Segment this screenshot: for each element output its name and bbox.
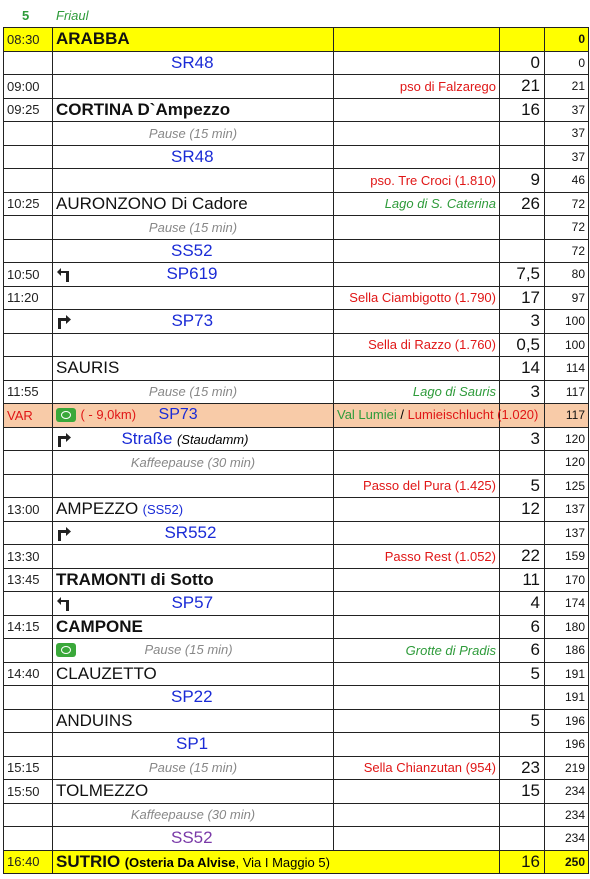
table-row xyxy=(4,474,589,498)
km-cell: 14 xyxy=(500,357,545,381)
time-cell xyxy=(4,333,53,357)
time-cell xyxy=(4,827,53,851)
table-row xyxy=(4,827,589,851)
place-cell xyxy=(53,545,334,569)
km-cell: 17 xyxy=(500,286,545,310)
km-cell: 0,5 xyxy=(500,333,545,357)
total-cell: 234 xyxy=(545,827,589,851)
km-cell: 4 xyxy=(500,592,545,616)
time-cell: 13:45 xyxy=(4,568,53,592)
pause-cell: Pause (15 min) xyxy=(53,380,334,404)
pass-cell: Passo del Pura (1.425) xyxy=(334,474,500,498)
table-row xyxy=(4,98,589,122)
total-cell: 100 xyxy=(545,333,589,357)
km-cell: 3 xyxy=(500,380,545,404)
km-cell: 3 xyxy=(500,310,545,334)
table-row xyxy=(4,780,589,804)
km-cell: 5 xyxy=(500,474,545,498)
info-cell xyxy=(334,28,500,52)
total-cell: 72 xyxy=(545,239,589,263)
km-cell xyxy=(500,145,545,169)
info-cell xyxy=(334,310,500,334)
road-label: SS52 xyxy=(171,828,213,848)
table-row xyxy=(4,498,589,522)
road-label: SP1 xyxy=(176,734,209,754)
time-cell: VAR xyxy=(4,404,53,428)
table-row xyxy=(4,568,589,592)
lake-cell: Lago di Sauris xyxy=(334,380,500,404)
total-cell: 174 xyxy=(545,592,589,616)
km-cell xyxy=(500,827,545,851)
total-cell: 0 xyxy=(545,51,589,75)
place-name: AMPEZZO xyxy=(56,499,139,519)
table-row xyxy=(4,592,589,616)
pause-cell: Pause (15 min) xyxy=(53,756,334,780)
road-label: SR552 xyxy=(164,522,217,542)
info-cell xyxy=(334,662,500,686)
place-cell xyxy=(53,263,334,287)
km-cell xyxy=(500,803,545,827)
total-cell: 180 xyxy=(545,615,589,639)
place-cell: TOLMEZZO xyxy=(53,780,334,804)
road-label: SP22 xyxy=(171,687,213,707)
table-row xyxy=(4,263,589,287)
turn-right-arrow-icon xyxy=(56,314,72,330)
km-cell xyxy=(500,239,545,263)
total-cell: 125 xyxy=(545,474,589,498)
pause-cell: Kaffeepause (30 min) xyxy=(53,451,334,475)
time-cell xyxy=(4,51,53,75)
total-cell: 46 xyxy=(545,169,589,193)
table-row xyxy=(4,756,589,780)
km-cell: 23 xyxy=(500,756,545,780)
total-cell: 37 xyxy=(545,98,589,122)
total-cell: 196 xyxy=(545,709,589,733)
table-row xyxy=(4,709,589,733)
table-row xyxy=(4,615,589,639)
time-cell: 09:25 xyxy=(4,98,53,122)
info-cell xyxy=(334,51,500,75)
km-cell: 16 xyxy=(500,98,545,122)
lake-cell: Grotte di Pradis xyxy=(334,639,500,663)
turn-left-arrow-icon xyxy=(56,267,72,283)
place-cell xyxy=(53,639,334,663)
place-cell xyxy=(53,733,334,757)
km-cell xyxy=(500,451,545,475)
pause-cell: Pause (15 min) xyxy=(53,122,334,146)
info-cell xyxy=(334,803,500,827)
pass-cell: Sella Ciambigotto (1.790) xyxy=(334,286,500,310)
total-cell: 234 xyxy=(545,803,589,827)
road-label: SP73 xyxy=(171,311,214,331)
km-cell: 6 xyxy=(500,615,545,639)
total-cell: 37 xyxy=(545,122,589,146)
table-row xyxy=(4,521,589,545)
place-cell xyxy=(53,474,334,498)
place-cell xyxy=(53,686,334,710)
table-row xyxy=(4,333,589,357)
time-cell xyxy=(4,239,53,263)
place-address: , Via I Maggio 5) xyxy=(235,854,330,870)
total-cell: 186 xyxy=(545,639,589,663)
road-label: SP57 xyxy=(171,593,214,613)
info-cell xyxy=(334,357,500,381)
km-cell: 22 xyxy=(500,545,545,569)
km-cell xyxy=(500,216,545,240)
time-cell: 13:00 xyxy=(4,498,53,522)
variant-place: Val Lumiei xyxy=(337,407,397,423)
km-cell: 11 xyxy=(500,568,545,592)
time-cell: 09:00 xyxy=(4,75,53,99)
region-name: Friaul xyxy=(56,8,89,23)
total-cell: 191 xyxy=(545,686,589,710)
place-cell xyxy=(53,286,334,310)
total-cell: 80 xyxy=(545,263,589,287)
total-cell: 72 xyxy=(545,192,589,216)
info-cell xyxy=(334,145,500,169)
table-row xyxy=(4,404,589,428)
time-cell: 11:55 xyxy=(4,380,53,404)
variant-pass: Lumieischlucht (1.020) xyxy=(407,407,539,423)
table-row xyxy=(4,192,589,216)
turn-left-arrow-icon xyxy=(56,596,72,612)
km-cell: 15 xyxy=(500,780,545,804)
place-cell xyxy=(53,521,334,545)
time-cell: 14:40 xyxy=(4,662,53,686)
km-cell: 3 xyxy=(500,427,545,451)
table-row xyxy=(4,145,589,169)
route-table xyxy=(3,27,589,874)
info-cell xyxy=(334,498,500,522)
km-cell: 21 xyxy=(500,75,545,99)
time-cell: 15:50 xyxy=(4,780,53,804)
place-cell xyxy=(53,404,334,428)
place-cell xyxy=(53,75,334,99)
time-cell xyxy=(4,592,53,616)
info-cell xyxy=(334,263,500,287)
time-cell xyxy=(4,145,53,169)
time-cell: 10:25 xyxy=(4,192,53,216)
total-cell: 0 xyxy=(545,28,589,52)
table-row xyxy=(4,169,589,193)
table-row xyxy=(4,451,589,475)
table-row xyxy=(4,239,589,263)
road-label: SR48 xyxy=(171,146,214,166)
camera-icon xyxy=(56,408,76,422)
table-row xyxy=(4,216,589,240)
time-cell xyxy=(4,122,53,146)
total-cell: 37 xyxy=(545,145,589,169)
time-cell xyxy=(4,474,53,498)
time-cell xyxy=(4,639,53,663)
info-cell xyxy=(334,592,500,616)
place-cell: CORTINA D`Ampezzo xyxy=(53,98,334,122)
table-row xyxy=(4,122,589,146)
variant-distance: ( - 9,0km) xyxy=(80,407,137,423)
time-cell xyxy=(4,733,53,757)
km-cell: 9 xyxy=(500,169,545,193)
km-cell xyxy=(500,686,545,710)
total-cell: 219 xyxy=(545,756,589,780)
info-cell xyxy=(334,122,500,146)
pause-cell: Pause (15 min) xyxy=(53,216,334,240)
time-cell: 11:20 xyxy=(4,286,53,310)
total-cell: 234 xyxy=(545,780,589,804)
info-cell xyxy=(334,521,500,545)
km-cell xyxy=(500,122,545,146)
total-cell: 196 xyxy=(545,733,589,757)
km-cell: 12 xyxy=(500,498,545,522)
time-cell xyxy=(4,521,53,545)
info-cell xyxy=(334,686,500,710)
table-row xyxy=(4,850,589,874)
variant-separator: / xyxy=(396,407,408,423)
place-cell xyxy=(53,592,334,616)
table-row xyxy=(4,28,589,52)
road-label: SP73 xyxy=(158,406,198,424)
place-cell xyxy=(53,145,334,169)
time-cell xyxy=(4,216,53,240)
place-cell xyxy=(53,51,334,75)
pass-cell: Passo Rest (1.052) xyxy=(334,545,500,569)
info-cell xyxy=(334,451,500,475)
road-label: SP619 xyxy=(166,264,218,284)
table-row xyxy=(4,286,589,310)
turn-right-arrow-icon xyxy=(56,526,72,542)
pass-cell: pso. Tre Croci (1.810) xyxy=(334,169,500,193)
info-cell xyxy=(334,98,500,122)
time-cell xyxy=(4,686,53,710)
pause-label: Pause (15 min) xyxy=(144,642,233,658)
info-cell xyxy=(334,427,500,451)
time-cell: 08:30 xyxy=(4,28,53,52)
place-cell xyxy=(53,169,334,193)
road-note: (Staudamm) xyxy=(176,431,249,447)
info-cell xyxy=(334,780,500,804)
total-cell: 72 xyxy=(545,216,589,240)
time-cell xyxy=(4,169,53,193)
table-row xyxy=(4,357,589,381)
place-cell xyxy=(53,310,334,334)
km-cell: 5 xyxy=(500,662,545,686)
table-row xyxy=(4,427,589,451)
table-row xyxy=(4,310,589,334)
table-row xyxy=(4,639,589,663)
time-cell xyxy=(4,709,53,733)
place-detail: (Osteria Da Alvise xyxy=(124,854,236,870)
total-cell: 120 xyxy=(545,451,589,475)
time-cell xyxy=(4,310,53,334)
total-cell: 250 xyxy=(545,850,589,874)
km-cell xyxy=(500,733,545,757)
info-cell xyxy=(334,709,500,733)
table-row xyxy=(4,733,589,757)
place-cell: CAMPONE xyxy=(53,615,334,639)
place-cell xyxy=(53,239,334,263)
km-cell: 7,5 xyxy=(500,263,545,287)
place-cell xyxy=(53,333,334,357)
place-cell xyxy=(53,850,500,874)
time-cell: 14:15 xyxy=(4,615,53,639)
time-cell xyxy=(4,357,53,381)
table-row xyxy=(4,686,589,710)
info-cell xyxy=(334,615,500,639)
table-row xyxy=(4,662,589,686)
road-label: Straße xyxy=(121,428,173,448)
section-header xyxy=(0,0,590,26)
info-cell xyxy=(334,733,500,757)
place-cell: SAURIS xyxy=(53,357,334,381)
place-cell: TRAMONTI di Sotto xyxy=(53,568,334,592)
camera-icon xyxy=(56,643,76,657)
place-cell xyxy=(53,427,334,451)
km-cell: 6 xyxy=(500,639,545,663)
info-cell xyxy=(334,216,500,240)
pass-cell: Sella Chianzutan (954) xyxy=(334,756,500,780)
table-row xyxy=(4,803,589,827)
time-cell: 16:40 xyxy=(4,850,53,874)
table-row xyxy=(4,51,589,75)
lake-cell: Lago di S. Caterina xyxy=(334,192,500,216)
total-cell: 117 xyxy=(545,404,589,428)
total-cell: 120 xyxy=(545,427,589,451)
road-label: (SS52) xyxy=(142,502,184,518)
time-cell: 15:15 xyxy=(4,756,53,780)
road-label: SR48 xyxy=(171,52,214,72)
place-cell xyxy=(53,498,334,522)
km-cell: 26 xyxy=(500,192,545,216)
place-name: SUTRIO xyxy=(56,851,121,871)
total-cell: 159 xyxy=(545,545,589,569)
km-cell: 0 xyxy=(500,51,545,75)
time-cell xyxy=(4,451,53,475)
total-cell: 170 xyxy=(545,568,589,592)
table-row xyxy=(4,75,589,99)
total-cell: 114 xyxy=(545,357,589,381)
info-cell xyxy=(334,239,500,263)
table-row xyxy=(4,545,589,569)
time-cell: 10:50 xyxy=(4,263,53,287)
time-cell xyxy=(4,427,53,451)
total-cell: 97 xyxy=(545,286,589,310)
info-cell xyxy=(334,568,500,592)
pass-cell: pso di Falzarego xyxy=(334,75,500,99)
pass-cell: Sella di Razzo (1.760) xyxy=(334,333,500,357)
place-cell: CLAUZETTO xyxy=(53,662,334,686)
place-cell xyxy=(53,827,334,851)
variant-cell xyxy=(334,404,539,428)
time-cell: 13:30 xyxy=(4,545,53,569)
road-label: SS52 xyxy=(171,240,213,260)
info-cell xyxy=(334,827,500,851)
pause-cell: Kaffeepause (30 min) xyxy=(53,803,334,827)
place-cell: ANDUINS xyxy=(53,709,334,733)
place-cell: AURONZONO Di Cadore xyxy=(53,192,334,216)
turn-right-arrow-icon xyxy=(56,432,72,448)
total-cell: 100 xyxy=(545,310,589,334)
total-cell: 21 xyxy=(545,75,589,99)
place-cell: ARABBA xyxy=(53,28,334,52)
km-cell: 16 xyxy=(500,850,545,874)
total-cell: 117 xyxy=(545,380,589,404)
time-cell xyxy=(4,803,53,827)
section-number: 5 xyxy=(22,8,30,23)
km-cell: 5 xyxy=(500,709,545,733)
km-cell xyxy=(500,521,545,545)
km-cell xyxy=(500,28,545,52)
total-cell: 137 xyxy=(545,498,589,522)
total-cell: 137 xyxy=(545,521,589,545)
total-cell: 191 xyxy=(545,662,589,686)
table-row xyxy=(4,380,589,404)
